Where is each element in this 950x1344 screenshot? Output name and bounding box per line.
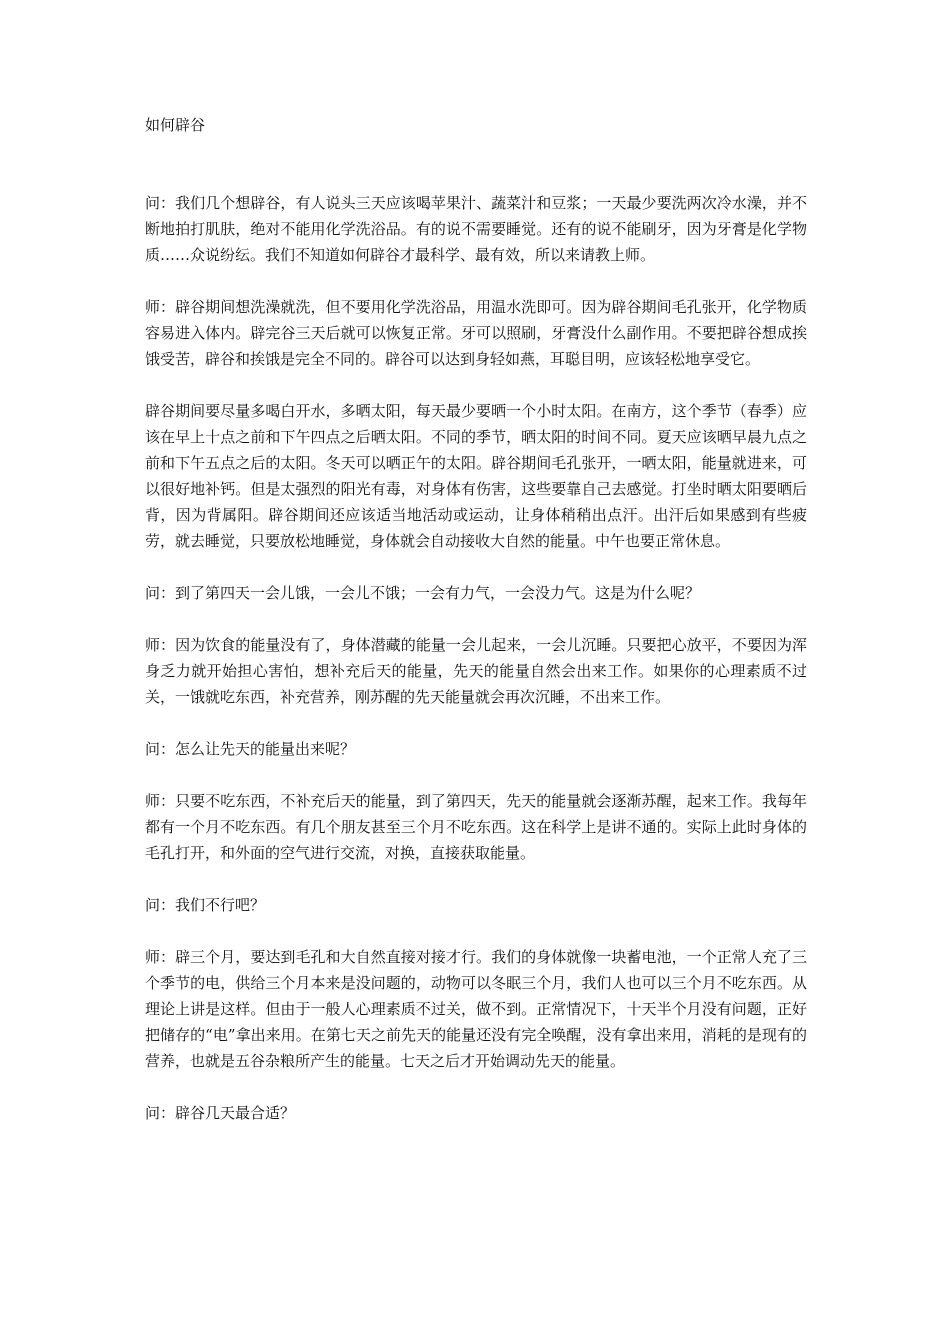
paragraph-question-5: 问：辟谷几天最合适？ bbox=[145, 1104, 296, 1122]
paragraph-answer-1: 师：辟谷期间想洗澡就洗，但不要用化学洗浴品，用温水洗即可。因为辟谷期间毛孔张开，化学物质容易进入体内。辟完谷三天后就可以恢复正常。牙可以照刷，牙膏没什么副作用。不要把辟谷想成挨饿受苦，辟谷和挨饿是完全不同的。辟谷可以达到身轻如燕，耳聪目明，应该轻松地享受它。 bbox=[145, 298, 807, 368]
document-body bbox=[145, 112, 807, 1152]
paragraph-answer-1-continued: 辟谷期间要尽量多喝白开水，多晒太阳，每天最少要晒一个小时太阳。在南方，这个季节（春季）应该在早上十点之前和下午四点之后晒太阳。不同的季节，晒太阳的时间不同。夏天应该晒早晨九点之前和下午五点之后的太阳。冬天可以晒正午的太阳。辟谷期间毛孔张开，一晒太阳，能量就进来，可以很好地补钙。但是太强烈的阳光有毒，对身体有伤害，这些要靠自己去感觉。打坐时晒太阳要晒后背，因为背属阳。辟谷期间还应该适当地活动或运动，让身体稍稍出点汗。出汗后如果感到有些疲劳，就去睡觉，只要放松地睡觉，身体就会自动接收大自然的能量。中午也要正常休息。 bbox=[145, 402, 807, 550]
paragraph-answer-2: 师：因为饮食的能量没有了，身体潜藏的能量一会儿起来，一会儿沉睡。只要把心放平，不要因为浑身乏力就开始担心害怕，想补充后天的能量，先天的能量自然会出来工作。如果你的心理素质不过关，一饿就吃东西，补充营养，刚苏醒的先天能量就会再次沉睡，不出来工作。 bbox=[145, 636, 807, 706]
document-title: 如何辟谷 bbox=[145, 116, 206, 134]
paragraph-answer-4: 师：辟三个月，要达到毛孔和大自然直接对接才行。我们的身体就像一块蓄电池，一个正常人充了三个季节的电，供给三个月本来是没问题的，动物可以冬眠三个月，我们人也可以三个月不吃东西。从理论上讲是这样。但由于一般人心理素质不过关，做不到。正常情况下，十天半个月没有问题，正好把储存的“电”拿出来用。在第七天之前先天的能量还没有完全唤醒，没有拿出来用，消耗的是现有的营养，也就是五谷杂粮所产生的能量。七天之后才开始调动先天的能量。 bbox=[145, 948, 807, 1070]
paragraph-question-1: 问：我们几个想辟谷，有人说头三天应该喝苹果汁、蔬菜汁和豆浆；一天最少要洗两次冷水澡，并不断地拍打肌肤，绝对不能用化学洗浴品。有的说不需要睡觉。还有的说不能刷牙，因为牙膏是化学物质……众说纷纭。我们不知道如何辟谷才最科学、最有效，所以来请教上师。 bbox=[145, 194, 807, 264]
paragraph-answer-3: 师：只要不吃东西，不补充后天的能量，到了第四天，先天的能量就会逐渐苏醒，起来工作。我每年都有一个月不吃东西。有几个朋友甚至三个月不吃东西。这在科学上是讲不通的。实际上此时身体的毛孔打开，和外面的空气进行交流，对换，直接获取能量。 bbox=[145, 792, 807, 862]
paragraph-question-4: 问：我们不行吧？ bbox=[145, 896, 266, 914]
paragraph-question-3: 问：怎么让先天的能量出来呢？ bbox=[145, 740, 356, 758]
paragraph-question-2: 问：到了第四天一会儿饿，一会儿不饿；一会有力气，一会没力气。这是为什么呢？ bbox=[145, 584, 701, 602]
